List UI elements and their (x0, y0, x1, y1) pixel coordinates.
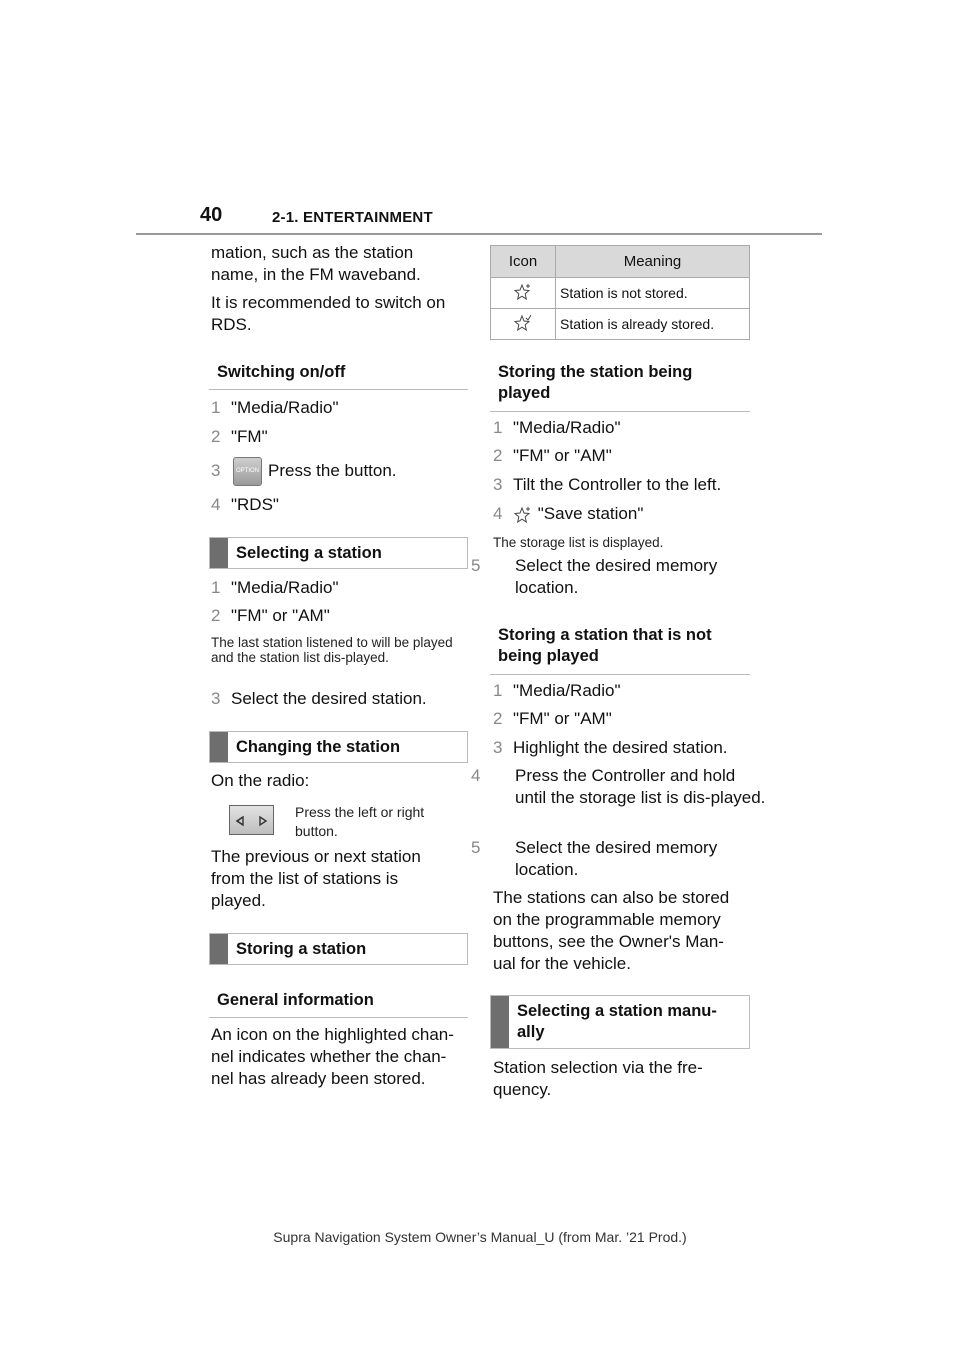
step-text: "FM" or "AM" (231, 606, 330, 625)
switch-step-4 (211, 494, 279, 516)
on-radio-text: On the radio: (211, 771, 310, 790)
select-step-1 (211, 577, 339, 599)
step-number: 4 (493, 504, 503, 523)
intro-paragraph-1: mation, such as the station name, in the FM waveband. (211, 243, 421, 284)
intro-paragraph-2: It is recommended to switch on RDS. (211, 293, 446, 334)
table-row (491, 278, 750, 309)
played-step-1 (493, 417, 621, 439)
step-number: 4 (211, 495, 221, 514)
not-played-step-3 (493, 737, 728, 759)
switch-step-3 (211, 457, 397, 486)
step-number: 2 (493, 709, 503, 728)
star-plus-icon (513, 504, 533, 523)
step-text: Select the desired memory location. (515, 838, 718, 879)
step-number: 1 (493, 681, 503, 700)
step-number: 1 (211, 398, 221, 417)
step-number: 2 (493, 446, 503, 465)
not-played-step-1 (493, 680, 621, 702)
heading-storing-played (490, 352, 750, 412)
section-title: 2-1. ENTERTAINMENT (272, 209, 433, 226)
step-number: 3 (211, 460, 221, 480)
switch-step-1 (211, 397, 339, 419)
heading-storing-not-played-text: Storing a station that is not being played (498, 626, 712, 665)
icon-meaning-table (490, 245, 750, 340)
played-step-5 (471, 555, 765, 599)
step-text: "Media/Radio" (231, 398, 339, 417)
step-number: 3 (493, 475, 503, 494)
step-number: 4 (471, 766, 481, 785)
step-text: Select the desired station. (231, 689, 427, 708)
step-text: "FM" or "AM" (513, 446, 612, 465)
page-number: 40 (200, 204, 223, 226)
step-text: Press the button. (268, 460, 397, 480)
played-step-3 (493, 474, 721, 496)
step-number: 2 (211, 606, 221, 625)
footer-text: Supra Navigation System Owner’s Manual_U (from Mar. ’21 Prod.) (273, 1229, 687, 1245)
step-text: "FM" or "AM" (513, 709, 612, 728)
switch-step-2 (211, 426, 268, 448)
step-text: "Save station" (537, 504, 644, 523)
table-row (491, 309, 750, 340)
step-number: 5 (471, 556, 481, 575)
step-text: "Media/Radio" (513, 681, 621, 700)
heading-selecting-text: Selecting a station (236, 544, 382, 562)
heading-bar (210, 732, 228, 762)
left-right-buttons-icon (229, 805, 274, 835)
header-rule (136, 233, 822, 235)
step-text: Tilt the Controller to the left. (513, 475, 722, 494)
step-text: Press the Controller and hold until the storage list is dis-played. (515, 766, 766, 807)
storage-note: The storage list is displayed. (493, 535, 664, 550)
step-text: Highlight the desired station. (513, 738, 728, 757)
heading-selecting (209, 537, 468, 569)
heading-changing (209, 731, 468, 763)
heading-bar (210, 538, 228, 568)
table-cell-meaning: Station is not stored. (556, 278, 750, 309)
step-text: Select the desired memory location. (515, 556, 718, 597)
heading-general-text: General information (217, 991, 374, 1009)
select-step-3 (211, 688, 427, 710)
heading-storing-played-text: Storing the station being played (498, 363, 693, 402)
step-number: 3 (493, 738, 503, 757)
heading-bar (210, 934, 228, 964)
step-number: 2 (211, 427, 221, 446)
step-text: "RDS" (231, 495, 279, 514)
played-step-2 (493, 445, 612, 467)
manual-text: Station selection via the fre-quency. (493, 1058, 703, 1099)
heading-bar (491, 996, 509, 1048)
step-text: "FM" (231, 427, 268, 446)
heading-storing (209, 933, 468, 965)
heading-switching (209, 352, 468, 390)
not-played-step-5 (471, 837, 767, 881)
step-number: 1 (211, 578, 221, 597)
previous-next-text: The previous or next station from the list of stations is played. (211, 847, 421, 910)
table-header-icon: Icon (491, 246, 556, 278)
select-step-2 (211, 605, 330, 627)
heading-switching-text: Switching on/off (217, 363, 346, 381)
general-text: An icon on the highlighted chan-nel indicates whether the chan-nel has already been stored. (211, 1025, 454, 1088)
table-cell-meaning: Station is already stored. (556, 309, 750, 340)
press-buttons-text: Press the left or right button. (295, 804, 425, 839)
star-check-icon (491, 309, 556, 340)
step-text: "Media/Radio" (513, 418, 621, 437)
select-note: The last station listened to will be played and the station list dis-played. (211, 635, 453, 665)
option-button-icon: OPTION (233, 457, 262, 486)
heading-changing-text: Changing the station (236, 738, 401, 756)
heading-storing-not-played (490, 615, 750, 675)
heading-manual-text: Selecting a station manu-ally (517, 1002, 717, 1041)
step-text: "Media/Radio" (231, 578, 339, 597)
table-header-meaning: Meaning (556, 246, 750, 278)
star-plus-icon (491, 278, 556, 309)
heading-general (209, 980, 468, 1018)
heading-manual (490, 995, 750, 1049)
step-number: 1 (493, 418, 503, 437)
step-number: 5 (471, 838, 481, 857)
heading-storing-text: Storing a station (236, 940, 367, 958)
not-played-step-4 (471, 765, 767, 809)
played-step-4 (493, 503, 643, 525)
step-number: 3 (211, 689, 221, 708)
programmable-text: The stations can also be stored on the programmable memory buttons, see the Owner's Man-ual for the vehicle. (493, 888, 730, 973)
not-played-step-2 (493, 708, 612, 730)
